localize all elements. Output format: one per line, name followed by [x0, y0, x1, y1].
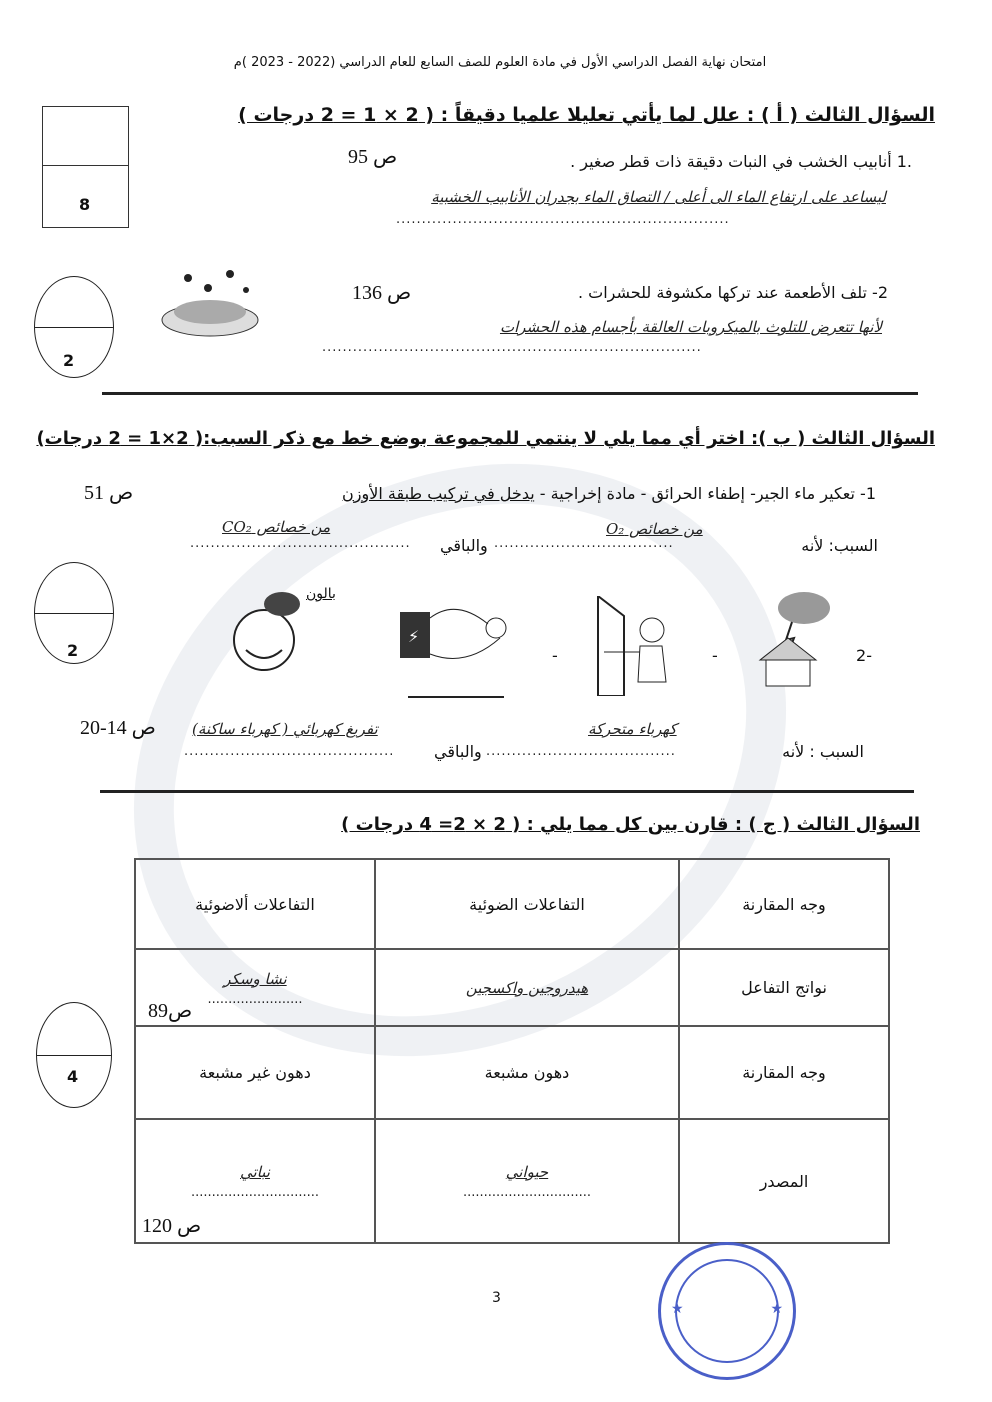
score-oval: 2 — [34, 276, 114, 378]
table-cell: المصدر — [679, 1119, 889, 1243]
section-c-title: السؤال الثالث ( ج ) : قارن بين كل مما يلي : ( 2 × 2= 4 درجات ) — [341, 814, 920, 835]
table-cell: وجه المقارنة — [679, 859, 889, 949]
answer-line: .......................................................................... — [322, 340, 702, 355]
lightning-house-image — [732, 588, 836, 692]
table-cell: دهون مشبعة — [375, 1026, 679, 1119]
table-cell: التفاعلات الضوئية — [375, 859, 679, 949]
answer-b2-2: تفريغ كهربائي ( كهرباء ساكنة) — [192, 720, 378, 738]
question-b2-number: -2 — [856, 646, 872, 665]
answer-line: ..................................... — [486, 744, 676, 759]
section-a-title: السؤال الثالث ( أ ) : علل لما يأتي تعليلا علميا دقيقاً : ( 2 × 1 = 2 درجات ) — [238, 104, 935, 126]
answer-line: ............................... — [462, 1185, 592, 1200]
score-oval: 4 — [36, 1002, 112, 1108]
page-ref: ص 14-20 — [80, 717, 156, 739]
question-a1: .1 أنابيب الخشب في النبات دقيقة ذات قطر صغير . — [570, 152, 912, 171]
section-b-title: السؤال الثالث ( ب ): اختر أي مما يلي لا ينتمي للمجموعة بوضع خط مع ذكر السبب:( 2×1 = 2 درجات) — [36, 428, 935, 449]
answer-line: ....................... — [207, 991, 303, 1007]
girl-balloon-image — [216, 590, 316, 678]
table-cell — [375, 1119, 679, 1243]
balloon-label: بالون — [306, 586, 336, 602]
divider — [100, 790, 914, 793]
answer: هيدروجين واكسجين — [465, 979, 589, 997]
school-stamp: ★ ★ — [658, 1242, 796, 1380]
svg-text:⚡: ⚡ — [408, 627, 420, 646]
table-cell: دهون غير مشبعة — [135, 1026, 375, 1119]
table-cell: نواتج التفاعل — [679, 949, 889, 1026]
answer-line: ........................................... — [190, 536, 411, 551]
table-cell: التفاعلات ألاضوئية — [135, 859, 375, 949]
odd-item: يدخل في تركيب طبقة الأوزن — [342, 484, 535, 503]
person-door-spark-image — [592, 596, 682, 696]
table-cell — [135, 1119, 375, 1243]
answer-line: ............................... — [190, 1185, 320, 1200]
comparison-table — [134, 858, 890, 1244]
separator: - — [712, 646, 718, 665]
page-number: 3 — [492, 1290, 501, 1306]
answer: نشا وسكر — [223, 969, 287, 988]
question-a2: 2- تلف الأطعمة عند تركها مكشوفة للحشرات . — [577, 283, 888, 302]
exam-header: امتحان نهاية الفصل الدراسي الأول في مادة العلوم للصف السابع للعام الدراسي (2022 - 2023 )م — [233, 55, 767, 70]
rest-label: والباقي — [440, 536, 488, 555]
table-cell — [375, 949, 679, 1026]
divider — [102, 392, 918, 395]
score-oval: 2 — [34, 562, 114, 664]
page-ref: ص89 — [148, 1000, 193, 1022]
answer: نباتي — [240, 1163, 270, 1181]
answer-line: ................................... — [494, 536, 674, 551]
page-ref: ص 136 — [352, 282, 412, 304]
page-ref: ص 95 — [348, 146, 398, 168]
reason-label: السبب: لأنه — [801, 536, 878, 555]
rest-label: والباقي — [434, 742, 482, 761]
answer-a2: لأنها تتعرض للتلوث بالميكروبات العالقة بأجسام هذه الحشرات — [499, 318, 882, 336]
total-score-box — [42, 106, 129, 228]
page-ref: ص 120 — [142, 1215, 202, 1237]
answer-b1-2: من خصائص CO₂ — [222, 518, 331, 536]
answer-a1: ليساعد على ارتفاع الماء الى أعلى / التصاق الماء بجدران الأنابيب الخشبية — [431, 188, 886, 206]
battery-bulb-circuit-image — [396, 598, 516, 668]
page-ref: ص 51 — [84, 482, 134, 504]
table-cell: وجه المقارنة — [679, 1026, 889, 1119]
food-with-flies-image — [160, 268, 260, 340]
underline-mark — [408, 696, 504, 698]
answer-line: ................................................................. — [396, 212, 730, 227]
score-value: 8 — [79, 195, 91, 214]
reason-label: السبب : لأنه — [782, 742, 864, 761]
question-b1: 1- تعكير ماء الجير- إطفاء الحرائق - مادة إخراجية - يدخل في تركيب طبقة الأوزن — [342, 484, 876, 503]
table-cell — [135, 949, 375, 1026]
answer: حيواني — [505, 1163, 549, 1181]
answer-b1-1: من خصائص O₂ — [606, 520, 703, 538]
separator: - — [552, 646, 558, 665]
answer-b2-1: كهرباء متحركة — [588, 720, 677, 738]
answer-line: ......................................... — [184, 744, 395, 759]
